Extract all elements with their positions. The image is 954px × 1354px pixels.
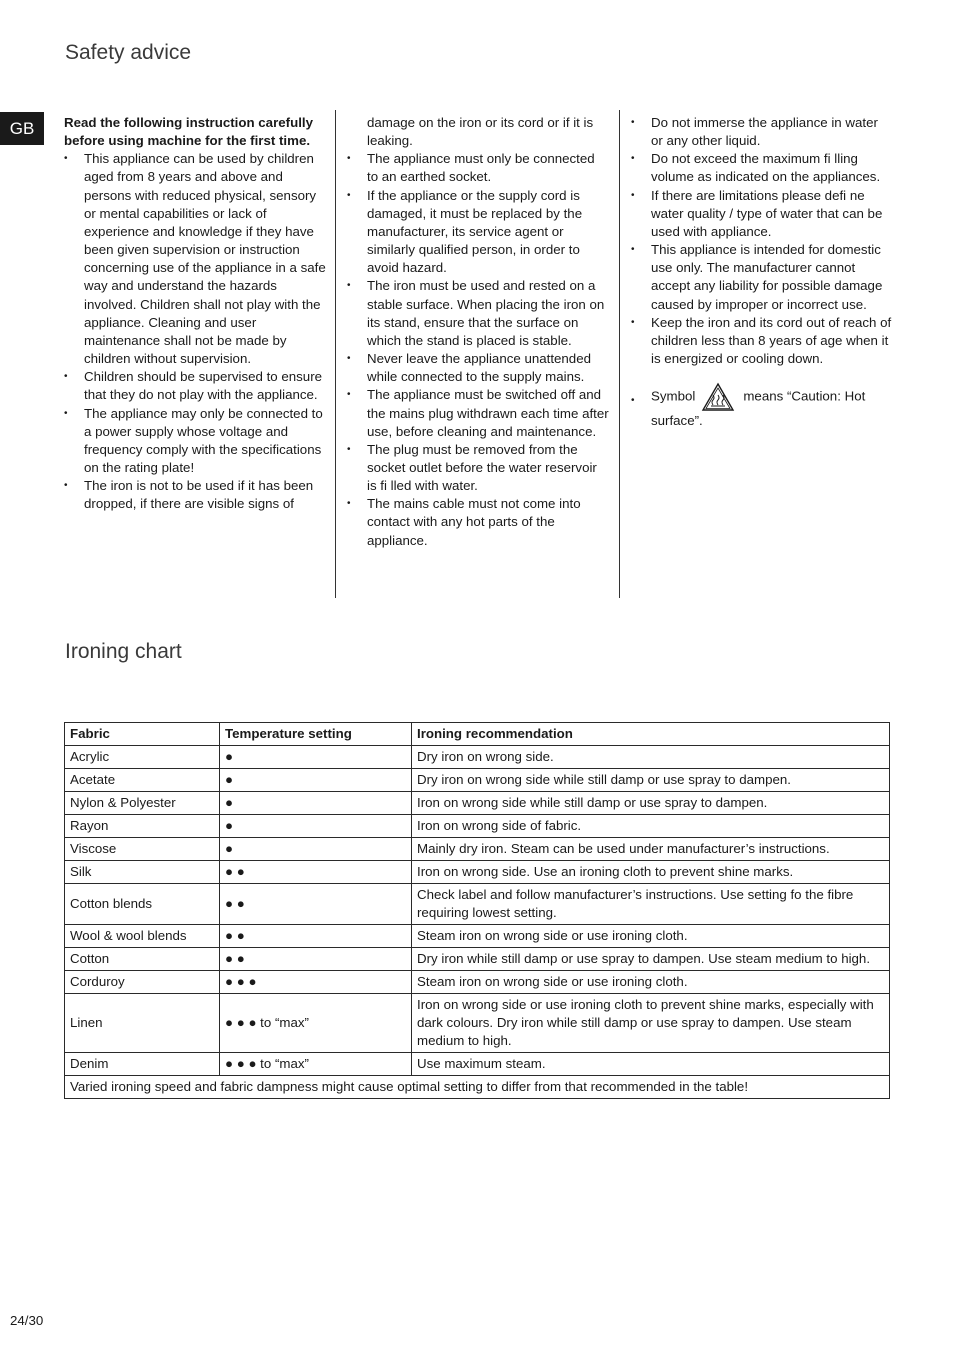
recommendation-cell: Iron on wrong side while still damp or use spray to dampen.: [412, 792, 890, 815]
table-row: [65, 971, 890, 994]
table-row: [65, 838, 890, 861]
table-header-row: [65, 723, 890, 746]
temperature-cell: ● ●: [220, 925, 412, 948]
recommendation-cell: Steam iron on wrong side or use ironing cloth.: [412, 971, 890, 994]
fabric-cell: Acrylic: [65, 746, 220, 769]
list-item: • The mains cable must not come into contact with any hot parts of the appliance.: [347, 495, 609, 549]
safety-intro: Read the following instruction carefully before using machine for the first time.: [64, 115, 313, 149]
safety-continuation: damage on the iron or its cord or if it is leaking.: [367, 115, 594, 149]
list-item: • If there are limitations please defi ne water quality / type of water that can be used with appliance.: [631, 187, 893, 241]
list-item: • The iron is not to be used if it has been dropped, if there are visible signs of: [64, 477, 326, 513]
list-item: • The appliance must only be connected to an earthed socket.: [347, 150, 609, 186]
list-item: • Never leave the appliance unattended while connected to the supply mains.: [347, 350, 609, 386]
symbol-label: Symbol: [651, 388, 696, 404]
header-temperature: Temperature setting: [220, 723, 412, 746]
ironing-chart-table: [64, 722, 890, 1099]
safety-list-3: [631, 114, 893, 368]
safety-advice-title: Safety advice: [65, 41, 192, 64]
fabric-cell: Linen: [65, 994, 220, 1053]
list-item: • If the appliance or the supply cord is damaged, it must be replaced by the manufacturer, its service agent or similarly qualified person, in order to avoid hazard.: [347, 187, 609, 278]
safety-list-2: [347, 150, 609, 549]
table-row: [65, 815, 890, 838]
column-divider: [335, 110, 336, 598]
safety-column-3: [631, 114, 893, 430]
list-item: • Do not immerse the appliance in water or any other liquid.: [631, 114, 893, 150]
safety-column-1: [64, 114, 326, 513]
table-row: [65, 746, 890, 769]
table-footer-row: [65, 1076, 890, 1099]
fabric-cell: Denim: [65, 1053, 220, 1076]
list-item: • This appliance is intended for domestic use only. The manufacturer cannot accept any liability for possible damage caused by improper or incorrect use.: [631, 241, 893, 314]
temperature-cell: ● ●: [220, 861, 412, 884]
table-row: [65, 948, 890, 971]
list-item: • This appliance can be used by children aged from 8 years and above and persons with reduced physical, sensory or mental capabilities or lack of experience and knowledge if they have been given supervision or instruction concerning use of the appliance in a safe way and understand the hazards involved. Children shall not play with the appliance. Cleaning and user maintenance shall not be made by children without supervision.: [64, 150, 326, 368]
fabric-cell: Nylon & Polyester: [65, 792, 220, 815]
temperature-cell: ●: [220, 769, 412, 792]
recommendation-cell: Dry iron while still damp or use spray to dampen. Use steam medium to high.: [412, 948, 890, 971]
fabric-cell: Cotton blends: [65, 884, 220, 925]
fabric-cell: Cotton: [65, 948, 220, 971]
list-item: • The appliance must be switched off and the mains plug withdrawn each time after use, before cleaning and maintenance.: [347, 386, 609, 440]
recommendation-cell: Iron on wrong side of fabric.: [412, 815, 890, 838]
list-item: • The appliance may only be connected to a power supply whose voltage and frequency comply with the specifications on the rating plate!: [64, 405, 326, 478]
fabric-cell: Rayon: [65, 815, 220, 838]
table-row: [65, 925, 890, 948]
language-tab-gb: GB: [0, 112, 44, 145]
recommendation-cell: Iron on wrong side. Use an ironing cloth to prevent shine marks.: [412, 861, 890, 884]
symbol-list: [631, 382, 893, 430]
list-item: • The iron must be used and rested on a stable surface. When placing the iron on its stand, ensure that the surface on which the stand is placed is stable.: [347, 277, 609, 350]
symbol-item: [631, 382, 893, 430]
header-recommendation: Ironing recommendation: [412, 723, 890, 746]
table-row: [65, 994, 890, 1053]
table-row: [65, 1053, 890, 1076]
symbol-meaning-line2: surface”.: [651, 413, 703, 429]
recommendation-cell: Check label and follow manufacturer’s instructions. Use setting fo the fibre requiring lowest setting.: [412, 884, 890, 925]
table-row: [65, 861, 890, 884]
temperature-cell: ● ● ●: [220, 971, 412, 994]
symbol-meaning: means “Caution: Hot: [743, 388, 866, 404]
ironing-chart-title: Ironing chart: [65, 640, 182, 663]
recommendation-cell: Steam iron on wrong side or use ironing cloth.: [412, 925, 890, 948]
table-footnote: Varied ironing speed and fabric dampness might cause optimal setting to differ from that recommended in the table!: [65, 1076, 890, 1099]
fabric-cell: Viscose: [65, 838, 220, 861]
list-item: • Keep the iron and its cord out of reach of children less than 8 years of age when it is energized or cooling down.: [631, 314, 893, 368]
temperature-cell: ●: [220, 815, 412, 838]
temperature-cell: ●: [220, 792, 412, 815]
table-row: [65, 769, 890, 792]
temperature-cell: ● ● ● to “max”: [220, 994, 412, 1053]
fabric-cell: Silk: [65, 861, 220, 884]
fabric-cell: Wool & wool blends: [65, 925, 220, 948]
recommendation-cell: Dry iron on wrong side.: [412, 746, 890, 769]
fabric-cell: Corduroy: [65, 971, 220, 994]
page-number: 24/30: [10, 1313, 44, 1328]
safety-column-2: [347, 114, 609, 550]
recommendation-cell: Use maximum steam.: [412, 1053, 890, 1076]
temperature-cell: ● ●: [220, 948, 412, 971]
recommendation-cell: Mainly dry iron. Steam can be used under manufacturer’s instructions.: [412, 838, 890, 861]
hot-surface-warning-icon: [701, 382, 735, 412]
recommendation-cell: Dry iron on wrong side while still damp or use spray to dampen.: [412, 769, 890, 792]
safety-list-1: [64, 150, 326, 513]
column-divider: [619, 110, 620, 598]
list-item: • The plug must be removed from the socket outlet before the water reservoir is fi lled with water.: [347, 441, 609, 495]
list-item: • Children should be supervised to ensure that they do not play with the appliance.: [64, 368, 326, 404]
table-row: [65, 884, 890, 925]
temperature-cell: ●: [220, 838, 412, 861]
temperature-cell: ●: [220, 746, 412, 769]
recommendation-cell: Iron on wrong side or use ironing cloth to prevent shine marks, especially with dark colours. Dry iron while still damp or use spray to dampen. Use steam medium to high.: [412, 994, 890, 1053]
temperature-cell: ● ●: [220, 884, 412, 925]
fabric-cell: Acetate: [65, 769, 220, 792]
table-row: [65, 792, 890, 815]
temperature-cell: ● ● ● to “max”: [220, 1053, 412, 1076]
list-item: • Do not exceed the maximum fi lling volume as indicated on the appliances.: [631, 150, 893, 186]
header-fabric: Fabric: [65, 723, 220, 746]
